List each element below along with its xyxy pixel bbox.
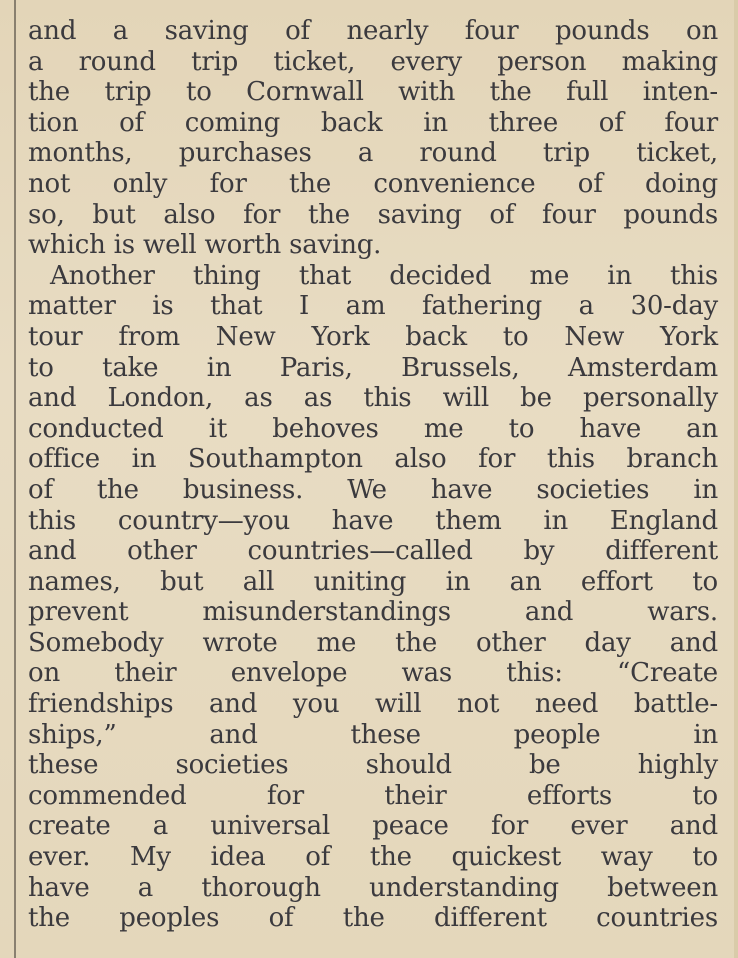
text-line: names, but all uniting in an effort to (28, 566, 718, 597)
text-line: tour from New York back to New York (28, 321, 718, 352)
text-line: have a thorough understanding between (28, 872, 718, 903)
text-line: on their envelope was this: “Create (28, 658, 718, 689)
text-line: so, but also for the saving of four pounds (28, 199, 718, 230)
text-line: the trip to Cornwall with the full inten- (28, 77, 718, 108)
text-line: this country—you have them in England (28, 505, 718, 536)
text-line: which is well worth saving. (28, 230, 382, 261)
text-line: conducted it behoves me to have an (28, 413, 718, 444)
text-line: matter is that I am fathering a 30-day (28, 291, 718, 322)
page-edge (734, 0, 738, 958)
text-line: prevent misunderstandings and wars. (28, 597, 718, 628)
text-line: ships,” and these people in (28, 719, 718, 750)
text-line: commended for their efforts to (28, 780, 718, 811)
text-line: ever. My idea of the quickest way to (28, 842, 718, 873)
text-line: not only for the convenience of doing (28, 168, 718, 199)
text-line: of the business. We have societies in (28, 474, 718, 505)
text-line: months, purchases a round trip ticket, (28, 138, 718, 169)
paragraph-start-line: Another thing that decided me in this (50, 260, 718, 291)
text-line: and a saving of nearly four pounds on (28, 16, 718, 46)
text-line: Somebody wrote me the other day and (28, 627, 718, 658)
text-line: office in Southampton also for this branch (28, 444, 718, 475)
text-line: friendships and you will not need battle- (28, 689, 718, 720)
text-line: tion of coming back in three of four (28, 107, 718, 138)
text-line: these societies should be highly (28, 750, 718, 781)
text-line: and other countries—called by different (28, 536, 718, 567)
article-text (28, 16, 718, 934)
text-line: the peoples of the different countries (28, 903, 718, 934)
column-rule (14, 0, 16, 958)
text-line: to take in Paris, Brussels, Amsterdam (28, 352, 718, 383)
text-line: a round trip ticket, every person making (28, 46, 718, 77)
text-line: create a universal peace for ever and (28, 811, 718, 842)
text-line: and London, as as this will be personally (28, 383, 718, 414)
